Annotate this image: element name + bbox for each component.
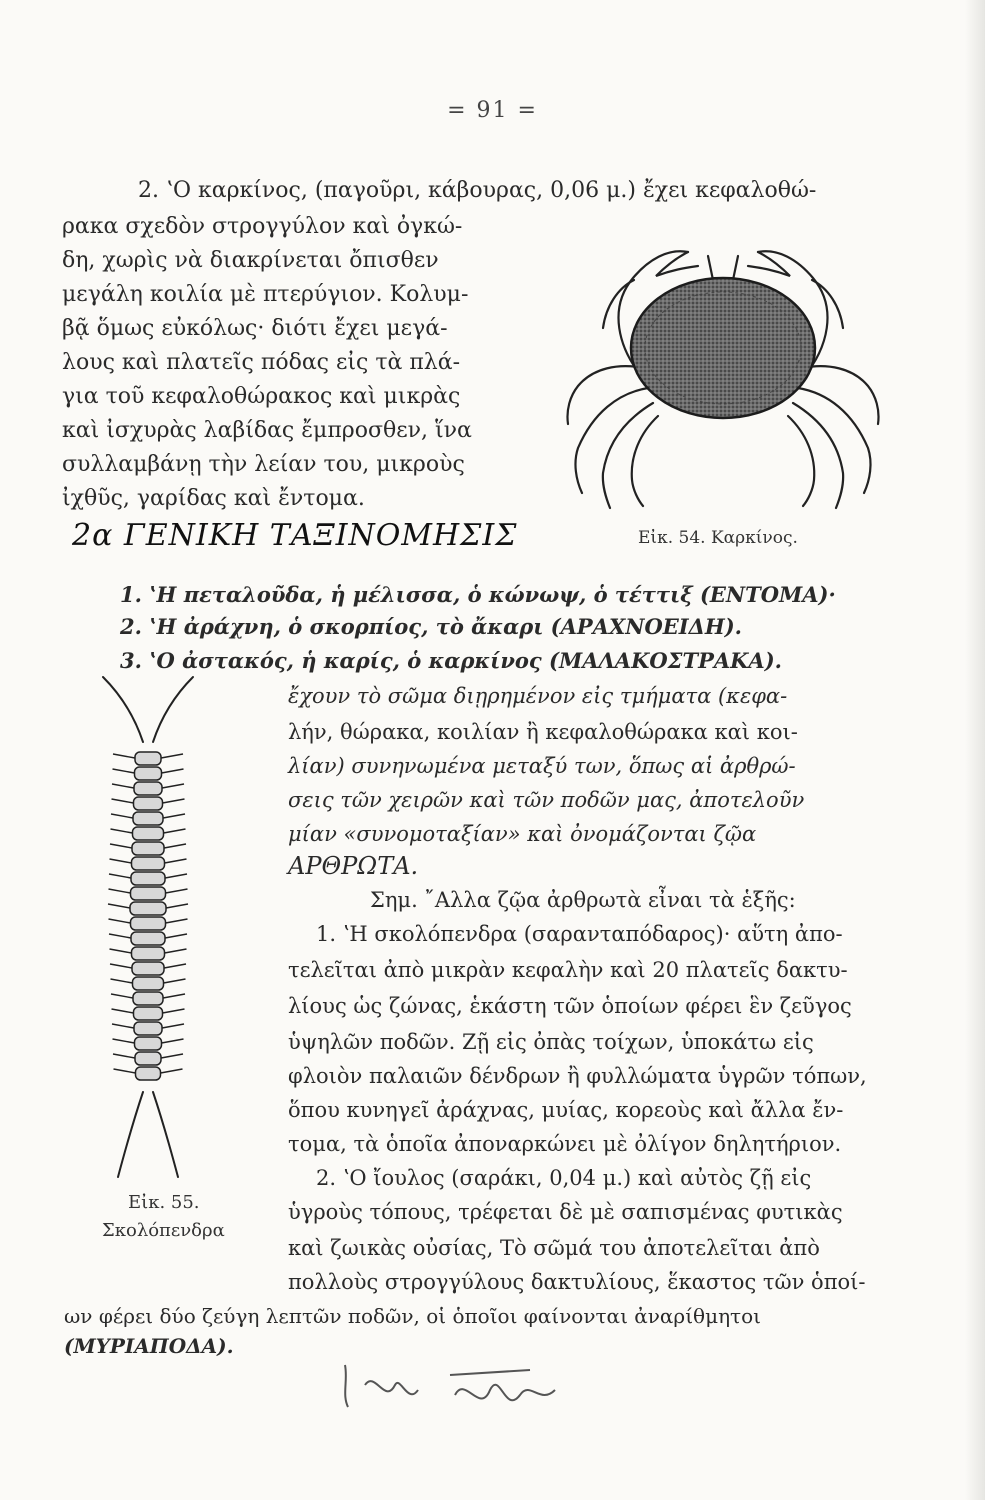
arthropoda-text-line: σεις τῶν χειρῶν καὶ τῶν ποδῶν μας, ἀποτελοῦν xyxy=(288,788,805,812)
centipede-leg xyxy=(110,949,132,953)
centipede-leg xyxy=(113,754,135,758)
centipede-leg xyxy=(161,1069,183,1073)
centipede-leg xyxy=(163,814,185,818)
centipede-segment xyxy=(134,797,163,810)
arthropoda-text-line: μίαν «συνομοταξίαν» καὶ ὀνομάζονται ζῷα xyxy=(288,822,757,846)
centipede-leg xyxy=(112,1009,134,1013)
centipede-leg xyxy=(164,844,186,848)
page-edge-shadow xyxy=(965,0,985,1500)
centipede-segment xyxy=(132,962,164,975)
centipede-leg xyxy=(113,1039,135,1043)
centipede-leg xyxy=(111,979,133,983)
centipede-segment xyxy=(132,842,164,855)
millipede-text-line: καὶ ζωικὰς οὐσίας, Τὸ σῶμά του ἀποτελεῖται ἀπὸ xyxy=(288,1236,820,1260)
centipede-text-line: τομα, τὰ ὁποῖα ἀποναρκώνει μὲ ὀλίγον δηλητήριον. xyxy=(288,1132,842,1156)
millipede-text-line: ὑγροὺς τόπους, τρέφεται δὲ μὲ σαπισμένας φυτικὰς xyxy=(288,1200,843,1224)
crab-text-line: ρακα σχεδὸν στρογγύλον καὶ ὀγκώ- xyxy=(62,214,463,239)
centipede-text-line: 1. ʽΗ σκολόπενδρα (σαρανταπόδαρος)· αὕτη ἀπο- xyxy=(316,922,843,946)
centipede-leg xyxy=(165,874,187,878)
arthropoda-text-line: λήν, θώρακα, κοιλίαν ἢ κεφαλοθώρακα καὶ κοι- xyxy=(288,720,798,744)
arthropoda-text-line: ΑΡΘΡΩΤΑ. xyxy=(288,852,419,880)
centipede-text-line: λίους ὡς ζώνας, ἑκάστη τῶν ὁποίων φέρει ἓν ζεῦγος xyxy=(288,994,852,1018)
classification-item: 3. ʽΟ ἀστακός, ἡ καρίς, ὁ καρκίνος (ΜΑΛΑΚΟΣΤΡΑΚΑ). xyxy=(120,648,782,673)
crab-text-line: μεγάλη κοιλία μὲ πτερύγιον. Κολυμ- xyxy=(62,282,469,307)
centipede-leg xyxy=(110,859,132,863)
classification-item: 1. ʽΗ πεταλοῦδα, ἡ μέλισσα, ὁ κώνωψ, ὁ τέττιξ (ΕΝΤΟΜΑ)· xyxy=(120,582,836,607)
arthropoda-text-line: ἔχουν τὸ σῶμα διῃρημένον εἰς τμήματα (κεφα- xyxy=(288,684,788,708)
centipede-segment xyxy=(131,872,165,885)
centipede-leg xyxy=(109,874,131,878)
centipede-leg xyxy=(110,844,132,848)
centipede-leg xyxy=(109,934,131,938)
centipede-leg xyxy=(108,904,130,908)
centipede-segment xyxy=(130,902,166,915)
crab-text-line: ἰχθῦς, γαρίδας καὶ ἔντομα. xyxy=(62,486,365,511)
centipede-leg xyxy=(166,889,188,893)
centipede-leg xyxy=(166,919,188,923)
centipede-leg xyxy=(111,829,133,833)
centipede-segment xyxy=(134,1007,163,1020)
handwriting-text: εἰς ἴδω xyxy=(450,1423,454,1424)
centipede-segment xyxy=(133,992,163,1005)
centipede-text-line: ὑψηλῶν ποδῶν. Ζῇ εἰς ὀπὰς τοίχων, ὑποκάτω εἰς xyxy=(288,1030,814,1054)
millipede-text-line: (ΜΥΡΙΑΠΟΔΑ). xyxy=(64,1334,234,1358)
handwritten-annotation xyxy=(330,1335,570,1425)
centipede-leg xyxy=(111,814,133,818)
centipede-leg xyxy=(110,964,132,968)
millipede-text-line: ων φέρει δύο ζεύγη λεπτῶν ποδῶν, οἱ ὁποῖοι φαίνονται ἀναρίθμητοι xyxy=(64,1304,762,1328)
centipede-leg xyxy=(162,784,184,788)
centipede-segment xyxy=(135,1052,161,1065)
centipede-leg xyxy=(165,934,187,938)
centipede-segment xyxy=(135,767,162,780)
page-number: = 91 = xyxy=(447,98,538,123)
millipede-text-line: 2. ʽΟ ἴουλος (σαράκι, 0,04 μ.) καὶ αὐτὸς ζῇ εἰς xyxy=(316,1166,812,1190)
centipede-leg xyxy=(164,829,186,833)
centipede-segment xyxy=(133,812,163,825)
centipede-segment xyxy=(133,827,164,840)
centipede-leg xyxy=(164,979,186,983)
figure-55-number: Εἰκ. 55. xyxy=(128,1192,200,1213)
centipede-leg xyxy=(109,889,131,893)
crab-illustration xyxy=(548,218,898,518)
centipede-leg xyxy=(109,919,131,923)
centipede-body-segments xyxy=(108,752,188,1080)
centipede-leg xyxy=(163,994,185,998)
crab-text-line: συλλαμβάνῃ τὴν λείαν του, μικροὺς xyxy=(62,452,465,477)
arthropoda-text-line: λίαν) συνηνωμένα μεταξύ των, ὅπως αἱ ἀρθρώ- xyxy=(288,754,796,778)
centipede-segment xyxy=(135,752,161,765)
centipede-leg xyxy=(162,1024,184,1028)
crab-text-line: 2. ʽΟ καρκίνος, (παγοῦρι, κάβουρας, 0,06 μ.) ἔχει κεφαλοθώ- xyxy=(138,178,817,203)
section-heading: 2α ΓΕΝΙΚΗ ΤΑΞΙΝΟΜΗΣΙΣ xyxy=(72,518,518,553)
centipede-segment xyxy=(131,917,166,930)
centipede-text-line: ὅπου κυνηγεῖ ἀράχνας, μυίας, κορεοὺς καὶ ἄλλα ἔν- xyxy=(288,1098,844,1122)
centipede-segment xyxy=(136,1067,161,1080)
centipede-leg xyxy=(161,754,183,758)
centipede-segment xyxy=(133,977,164,990)
centipede-segment xyxy=(131,887,166,900)
centipede-leg xyxy=(163,799,185,803)
note-intro: Σημ. ῎Αλλα ζῷα ἀρθρωτὰ εἶναι τὰ ἑξῆς: xyxy=(370,888,796,912)
crab-text-line: καὶ ἰσχυρὰς λαβίδας ἔμπροσθεν, ἵνα xyxy=(62,418,472,443)
crab-text-line: δη, χωρὶς νὰ διακρίνεται ὄπισθεν xyxy=(62,248,439,273)
centipede-segment xyxy=(135,1037,162,1050)
centipede-segment xyxy=(131,932,165,945)
classification-item: 2. ʽΗ ἀράχνη, ὁ σκορπίος, τὸ ἄκαρι (ΑΡΑΧΝΟΕΙΔΗ). xyxy=(120,614,742,639)
centipede-segment xyxy=(132,947,165,960)
centipede-leg xyxy=(112,1024,134,1028)
centipede-leg xyxy=(161,1054,183,1058)
centipede-leg xyxy=(113,1054,135,1058)
figure-55-caption: Σκολόπενδρα xyxy=(102,1220,225,1241)
centipede-leg xyxy=(163,1009,185,1013)
crab-text-line: βᾷ ὅμως εὐκόλως· διότι ἔχει μεγά- xyxy=(62,316,448,341)
figure-54-caption: Εἰκ. 54. Καρκίνος. xyxy=(638,528,798,548)
centipede-leg xyxy=(112,784,134,788)
centipede-segment xyxy=(134,1022,162,1035)
centipede-leg xyxy=(162,1039,184,1043)
centipede-leg xyxy=(166,904,188,908)
centipede-leg xyxy=(114,1069,136,1073)
centipede-leg xyxy=(113,769,135,773)
centipede-leg xyxy=(162,769,184,773)
centipede-leg xyxy=(165,949,187,953)
centipede-text-line: φλοιὸν παλαιῶν δένδρων ἢ φυλλώματα ὑγρῶν τόπων, xyxy=(288,1064,867,1088)
crab-text-line: για τοῦ κεφαλοθώρακος καὶ μικρὰς xyxy=(62,384,461,409)
centipede-leg xyxy=(165,859,187,863)
centipede-text-line: τελεῖται ἀπὸ μικρὰν κεφαλὴν καὶ 20 πλατεῖς δακτυ- xyxy=(288,958,848,982)
centipede-segment xyxy=(134,782,162,795)
centipede-segment xyxy=(132,857,165,870)
centipede-leg xyxy=(164,964,186,968)
millipede-text-line: πολλοὺς στρογγύλους δακτυλίους, ἕκαστος τῶν ὁποί- xyxy=(288,1270,866,1294)
centipede-illustration xyxy=(88,672,208,1182)
centipede-leg xyxy=(111,994,133,998)
crab-text-line: λους καὶ πλατεῖς πόδας εἰς τὰ πλά- xyxy=(62,350,461,375)
centipede-leg xyxy=(112,799,134,803)
